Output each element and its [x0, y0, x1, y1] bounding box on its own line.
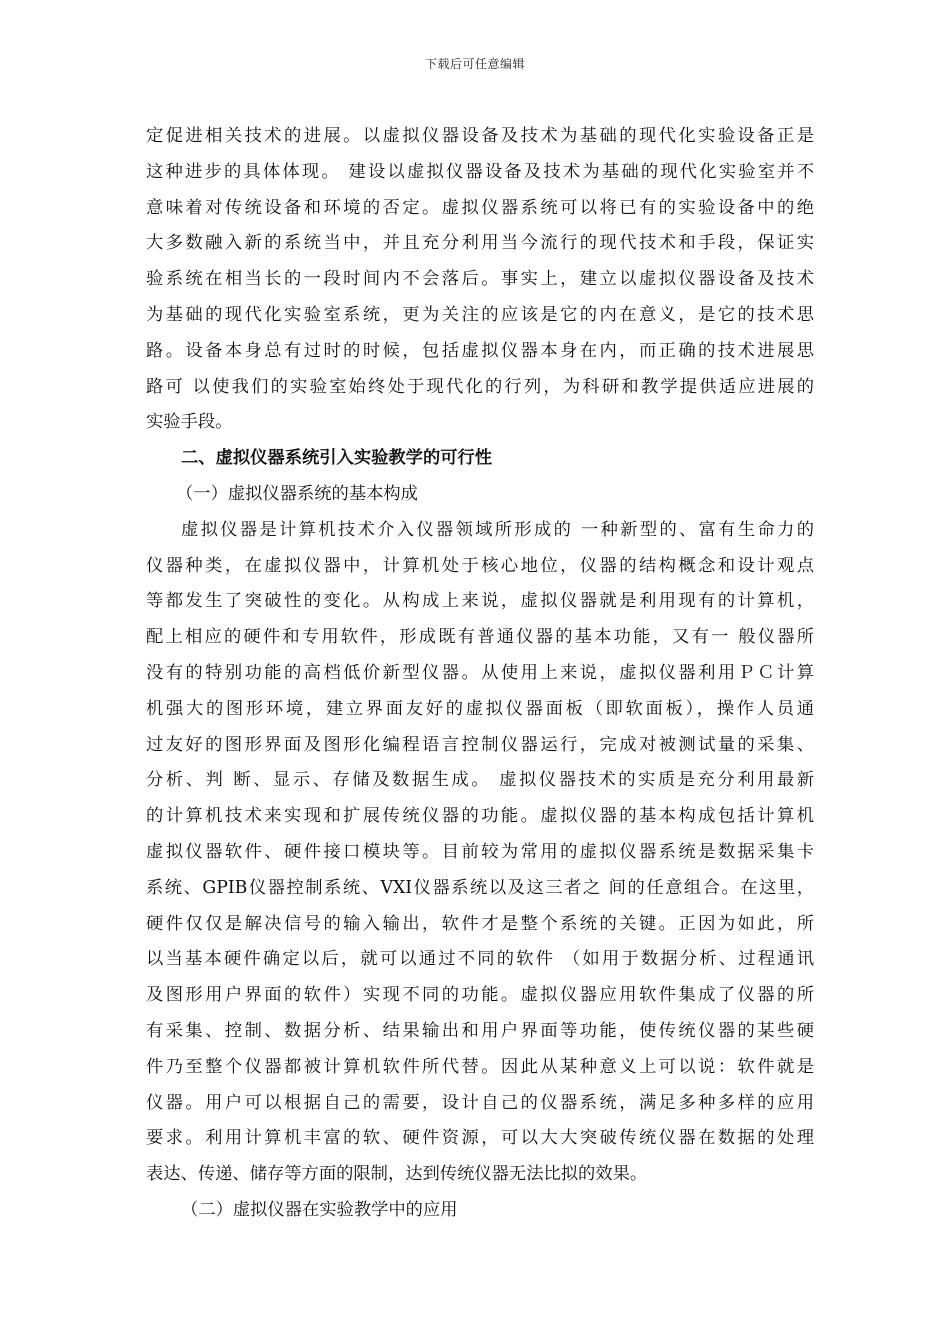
page-header: 下载后可任意编辑 — [424, 57, 525, 71]
text-line: 机强大的图形环境，建立界面友好的虚拟仪器面板（即软面板），操作人员通 — [146, 698, 814, 719]
text-line: 系统、GPIB仪器控制系统、VXI仪器系统以及这三者之 间的任意组合。在这里， — [146, 877, 814, 898]
text-line: 的计算机技术来实现和扩展传统仪器的功能。虚拟仪器的基本构成包括计算机 — [146, 806, 814, 827]
text-line: 仪器。用户可以根据自己的需要，设计自己的仪器系统，满足多种多样的应用 — [146, 1092, 814, 1113]
document-body — [146, 119, 814, 1229]
text-line: 路可 以使我们的实验室始终处于现代化的行列，为科研和教学提供适应进展的 — [146, 376, 814, 397]
text-line: 有采集、控制、数据分析、结果输出和用户界面等功能，使传统仪器的某些硬 — [146, 1020, 814, 1041]
text-line: 过友好的图形界面及图形化编程语言控制仪器运行，完成对被测试量的采集、 — [146, 734, 814, 755]
text-line: 分析、判 断、显示、存储及数据生成。 虚拟仪器技术的实质是充分利用最新 — [146, 770, 814, 791]
text-line: 路。设备本身总有过时的时候，包括虚拟仪器本身在内，而正确的技术进展思 — [146, 340, 814, 361]
text-line: 虚拟仪器是计算机技术介入仪器领域所形成的 一种新型的、富有生命力的 — [181, 519, 814, 540]
text-line: 件乃至整个仪器都被计算机软件所代替。因此从某种意义上可以说：软件就是 — [146, 1056, 814, 1077]
paragraph-2 — [146, 513, 814, 1193]
text-line: 仪器种类，在虚拟仪器中，计算机处于核心地位，仪器的结构概念和设计观点 — [146, 555, 814, 576]
section-heading: 二、虚拟仪器系统引入实验教学的可行性 — [181, 448, 493, 469]
text-line: 大多数融入新的系统当中，并且充分利用当今流行的现代技术和手段，保证实 — [146, 233, 814, 254]
text-line: 意味着对传统设备和环境的否定。虚拟仪器系统可以将已有的实验设备中的绝 — [146, 197, 814, 218]
text-line: 表达、传递、储存等方面的限制，达到传统仪器无法比拟的效果。 — [146, 1164, 648, 1185]
text-line: 等都发生了突破性的变化。从构成上来说，虚拟仪器就是利用现有的计算机， — [146, 591, 814, 612]
text-line: 配上相应的硬件和专用软件，形成既有普通仪器的基本功能，又有一 般仪器所 — [146, 627, 814, 648]
text-line: 定促进相关技术的进展。以虚拟仪器设备及技术为基础的现代化实验设备正是 — [146, 126, 814, 146]
text-line: 验系统在相当长的一段时间内不会落后。事实上，建立以虚拟仪器设备及技术 — [146, 269, 814, 290]
text-line: 这种进步的具体体现。 建设以虚拟仪器设备及技术为基础的现代化实验室并不 — [146, 161, 814, 182]
text-line: 硬件仅仅是解决信号的输入输出，软件才是整个系统的关键。正因为如此，所 — [146, 913, 814, 934]
text-line: 要求。利用计算机丰富的软、硬件资源，可以大大突破传统仪器在数据的处理 — [146, 1128, 814, 1149]
text-line: 没有的特别功能的高档低价新型仪器。从使用上来说，虚拟仪器利用ＰＣ计算 — [146, 662, 814, 683]
paragraph-1 — [146, 119, 814, 441]
text-line: 实验手段。 — [146, 412, 233, 433]
subsection-heading-2: （二）虚拟仪器在实验教学中的应用 — [181, 1199, 458, 1220]
text-line: 虚拟仪器软件、硬件接口模块等。目前较为常用的虚拟仪器系统是数据采集卡 — [146, 841, 814, 862]
text-line: 以当基本硬件确定以后，就可以通过不同的软件 （如用于数据分析、过程通讯 — [146, 949, 814, 970]
subsection-heading-1: （一）虚拟仪器系统的基本构成 — [176, 483, 418, 504]
text-line: 及图形用户界面的软件）实现不同的功能。虚拟仪器应用软件集成了仪器的所 — [146, 985, 814, 1006]
text-line: 为基础的现代化实验室系统，更为关注的应该是它的内在意义，是它的技术思 — [146, 304, 814, 325]
